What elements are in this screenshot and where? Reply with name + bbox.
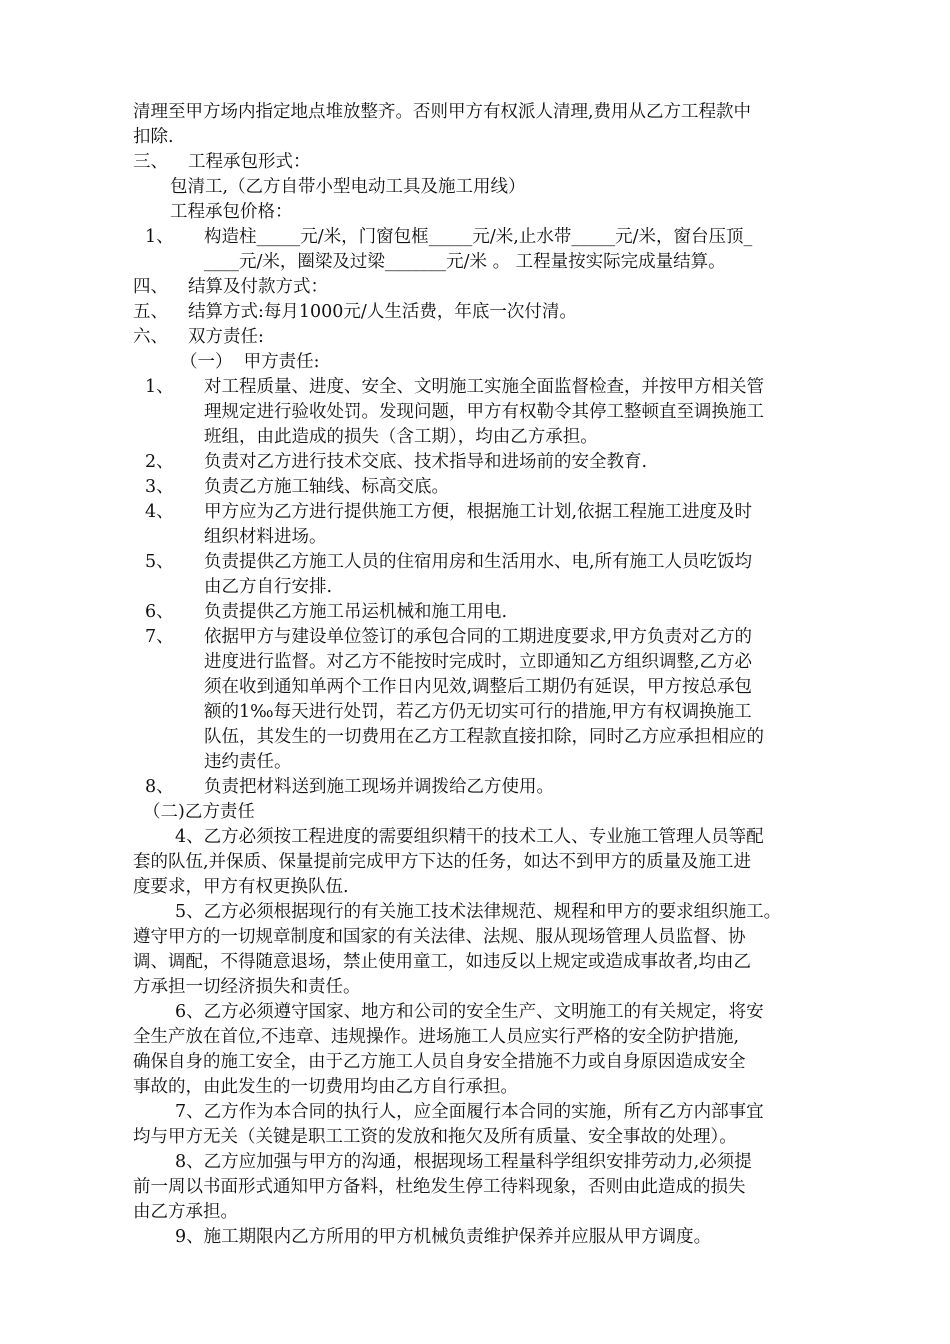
para-line: 8、乙方应加强与甲方的沟通，根据现场工程量科学组织安排劳动力,必须提 bbox=[175, 1152, 752, 1172]
para-line: 全生产放在首位,不违章、违规操作。进场施工人员应实行严格的安全防护措施, bbox=[133, 1027, 740, 1047]
item-line: 组织材料进场。 bbox=[204, 527, 327, 547]
item-number: 1、 bbox=[145, 377, 174, 397]
section-number: 五、 bbox=[133, 302, 168, 322]
item-line: 对工程质量、进度、安全、文明施工实施全面监督检查，并按甲方相关管 bbox=[204, 377, 764, 397]
section-title: 结算方式:每月1000元/人生活费，年底一次付清。 bbox=[188, 302, 577, 322]
para-line: 确保自身的施工安全，由于乙方施工人员自身安全措施不力或自身原因造成安全 bbox=[133, 1052, 746, 1072]
price-line: 构造柱_____元/米，门窗包框_____元/米,止水带_____元/米，窗台压顶_ bbox=[204, 227, 753, 247]
price-line: ____元/米，圈梁及过梁_______元/米 。 工程量按实际完成量结算。 bbox=[204, 252, 726, 272]
item-line: 班组，由此造成的损失（含工期），均由乙方承担。 bbox=[204, 427, 598, 447]
item-number: 3、 bbox=[145, 477, 174, 497]
para-line: 度要求，甲方有权更换队伍. bbox=[133, 877, 349, 897]
para-line: 9、施工期限内乙方所用的甲方机械负责维护保养并应服从甲方调度。 bbox=[175, 1227, 712, 1247]
item-line: 负责提供乙方施工吊运机械和施工用电. bbox=[204, 602, 508, 622]
para-line: 5、乙方必须根据现行的有关施工技术法律规范、规程和甲方的要求组织施工。 bbox=[175, 902, 782, 922]
section-number: 三、 bbox=[133, 152, 168, 172]
para-line: 遵守甲方的一切规章制度和国家的有关法律、法规、服从现场管理人员监督、协 bbox=[133, 927, 746, 947]
para-line: 7、乙方作为本合同的执行人，应全面履行本合同的实施，所有乙方内部事宜 bbox=[175, 1102, 764, 1122]
item-number: 8、 bbox=[145, 777, 174, 797]
intro-line: 清理至甲方场内指定地点堆放整齐。否则甲方有权派人清理,费用从乙方工程款中 bbox=[133, 102, 752, 122]
item-line: 负责把材料送到施工现场并调拨给乙方使用。 bbox=[204, 777, 554, 797]
item-line: 队伍，其发生的一切费用在乙方工程款直接扣除，同时乙方应承担相应的 bbox=[204, 727, 764, 747]
item-line: 额的1‰每天进行处罚，若乙方仍无切实可行的措施,甲方有权调换施工 bbox=[204, 702, 752, 722]
price-title: 工程承包价格： bbox=[170, 202, 293, 222]
para-line: 方承担一切经济损失和责任。 bbox=[133, 977, 361, 997]
item-line: 由乙方自行安排. bbox=[204, 577, 333, 597]
para-line: 6、乙方必须遵守国家、地方和公司的安全生产、文明施工的有关规定，将安 bbox=[175, 1002, 764, 1022]
item-line: 负责对乙方进行技术交底、技术指导和进场前的安全教育. bbox=[204, 452, 648, 472]
item-number: 2、 bbox=[145, 452, 174, 472]
item-number: 1、 bbox=[145, 227, 174, 247]
para-line: 由乙方承担。 bbox=[133, 1202, 238, 1222]
item-line: 进度进行监督。对乙方不能按时完成时，立即通知乙方组织调整,乙方必 bbox=[204, 652, 753, 672]
intro-line: 扣除. bbox=[133, 127, 174, 147]
para-line: 事故的，由此发生的一切费用均由乙方自行承担。 bbox=[133, 1077, 518, 1097]
section-number: 六、 bbox=[133, 327, 168, 347]
item-line: 甲方应为乙方进行提供施工方便，根据施工计划,依据工程施工进度及时 bbox=[204, 502, 753, 522]
item-line: 依据甲方与建设单位签订的承包合同的工期进度要求,甲方负责对乙方的 bbox=[204, 627, 753, 647]
section-number: 四、 bbox=[133, 277, 168, 297]
party-b-title: （二)乙方责任 bbox=[143, 802, 255, 822]
item-line: 须在收到通知单两个工作日内见效,调整后工期仍有延误，甲方按总承包 bbox=[204, 677, 753, 697]
item-line: 违约责任。 bbox=[204, 752, 292, 772]
item-number: 7、 bbox=[145, 627, 174, 647]
para-line: 调、调配，不得随意退场，禁止使用童工，如违反以上规定或造成事故者,均由乙 bbox=[133, 952, 752, 972]
party-a-title: （一） 甲方责任: bbox=[180, 352, 320, 372]
item-number: 4、 bbox=[145, 502, 174, 522]
item-number: 5、 bbox=[145, 552, 174, 572]
para-line: 4、乙方必须按工程进度的需要组织精干的技术工人、专业施工管理人员等配 bbox=[175, 827, 764, 847]
para-line: 均与甲方无关（关键是职工工资的发放和拖欠及所有质量、安全事故的处理）。 bbox=[133, 1127, 737, 1147]
contract-form: 包清工,（乙方自带小型电动工具及施工用线） bbox=[170, 177, 526, 197]
section-title: 工程承包形式： bbox=[188, 152, 311, 172]
item-line: 负责提供乙方施工人员的住宿用房和生活用水、电,所有施工人员吃饭均 bbox=[204, 552, 753, 572]
item-line: 负责乙方施工轴线、标高交底。 bbox=[204, 477, 449, 497]
section-title: 结算及付款方式： bbox=[188, 277, 328, 297]
item-line: 理规定进行验收处罚。发现问题，甲方有权勒令其停工整顿直至调换施工 bbox=[204, 402, 764, 422]
para-line: 套的队伍,并保质、保量提前完成甲方下达的任务，如达不到甲方的质量及施工进 bbox=[133, 852, 752, 872]
para-line: 前一周以书面形式通知甲方备料，杜绝发生停工待料现象，否则由此造成的损失 bbox=[133, 1177, 746, 1197]
section-title: 双方责任: bbox=[188, 327, 264, 347]
item-number: 6、 bbox=[145, 602, 174, 622]
